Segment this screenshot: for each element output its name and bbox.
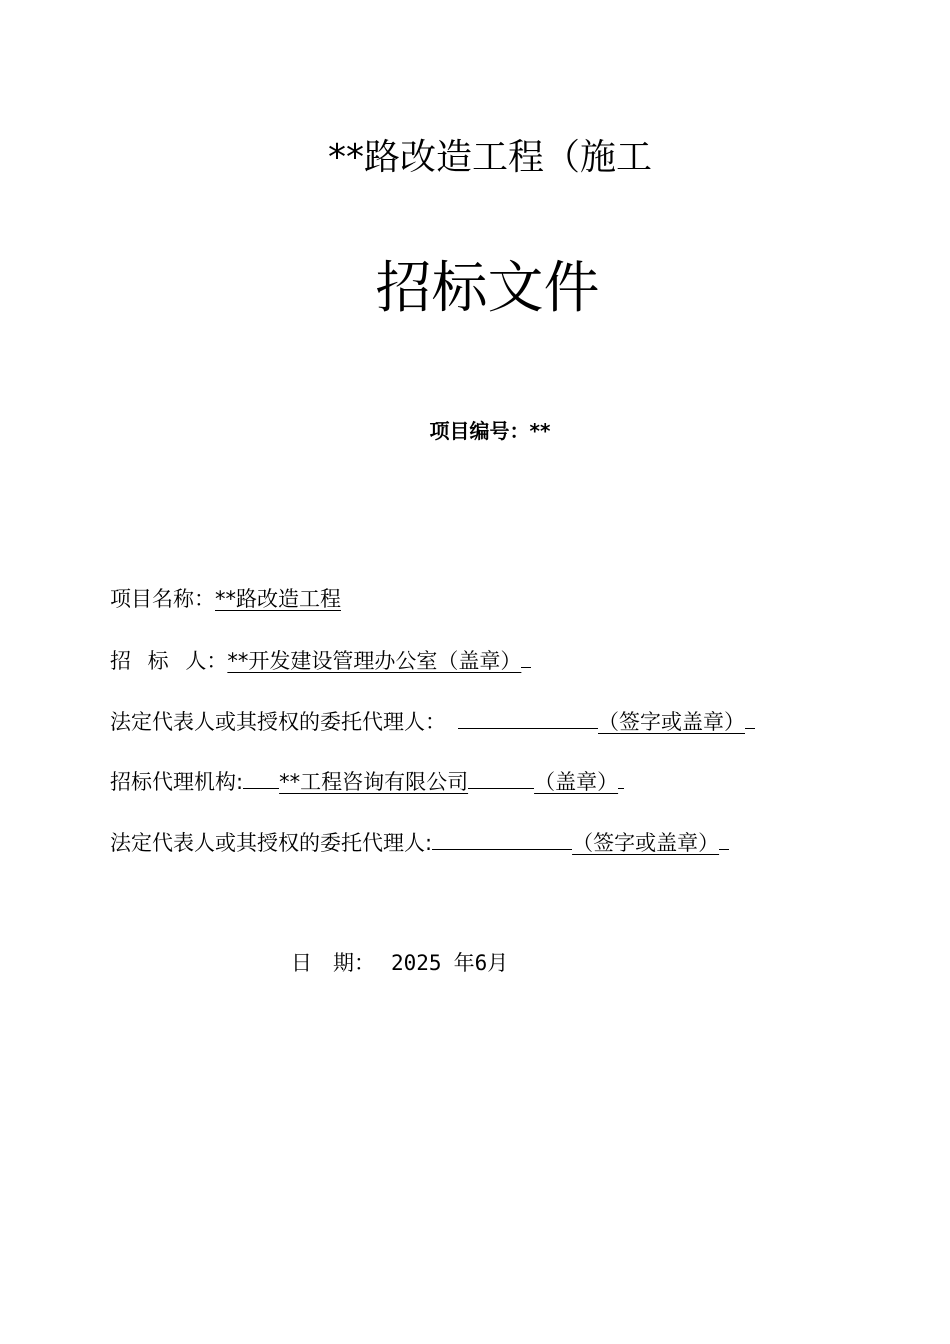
legal-rep-underline-tail-2 — [719, 827, 729, 850]
project-name-row — [110, 584, 341, 614]
agency-value: **工程咨询有限公司 — [279, 770, 469, 794]
date-month: 6 — [474, 951, 488, 975]
legal-rep-suffix-1: （签字或盖章） — [598, 710, 745, 734]
legal-rep-suffix-2: （签字或盖章） — [572, 831, 720, 855]
tenderer-value: **开发建设管理办公室（盖章） — [227, 649, 522, 673]
date-row — [291, 948, 508, 978]
date-month-unit: 月 — [487, 951, 509, 975]
date-year-unit: 年 — [453, 951, 475, 975]
agency-lead-blank — [243, 766, 279, 789]
date-year: 2025 — [391, 951, 442, 975]
document-title-main: 招标文件 — [375, 256, 600, 321]
agency-underline-tail — [618, 766, 624, 789]
legal-rep-signature-blank-1 — [458, 706, 598, 729]
tenderer-row — [110, 645, 531, 676]
legal-rep-label-1: 法定代表人或其授权的委托代理人： — [110, 710, 446, 734]
agency-mid-blank — [468, 766, 534, 789]
date-label: 日 期： — [291, 951, 375, 975]
agency-label: 招标代理机构: — [110, 770, 244, 794]
legal-rep-label-2: 法定代表人或其授权的委托代理人: — [110, 831, 433, 855]
legal-rep-signature-blank-2 — [432, 827, 572, 850]
agency-row — [110, 766, 624, 797]
project-name-value: **路改造工程 — [215, 587, 341, 611]
tenderer-label: 招 标 人： — [110, 649, 228, 673]
agency-suffix: （盖章） — [534, 770, 619, 794]
legal-rep-row-1 — [110, 706, 755, 737]
tenderer-underline-tail — [521, 645, 531, 668]
document-title-line1: **路改造工程（施工 — [327, 137, 652, 178]
legal-rep-row-2 — [110, 827, 729, 858]
project-number: 项目编号：** — [429, 419, 551, 443]
legal-rep-underline-tail-1 — [745, 706, 755, 729]
project-name-label: 项目名称： — [110, 587, 215, 611]
